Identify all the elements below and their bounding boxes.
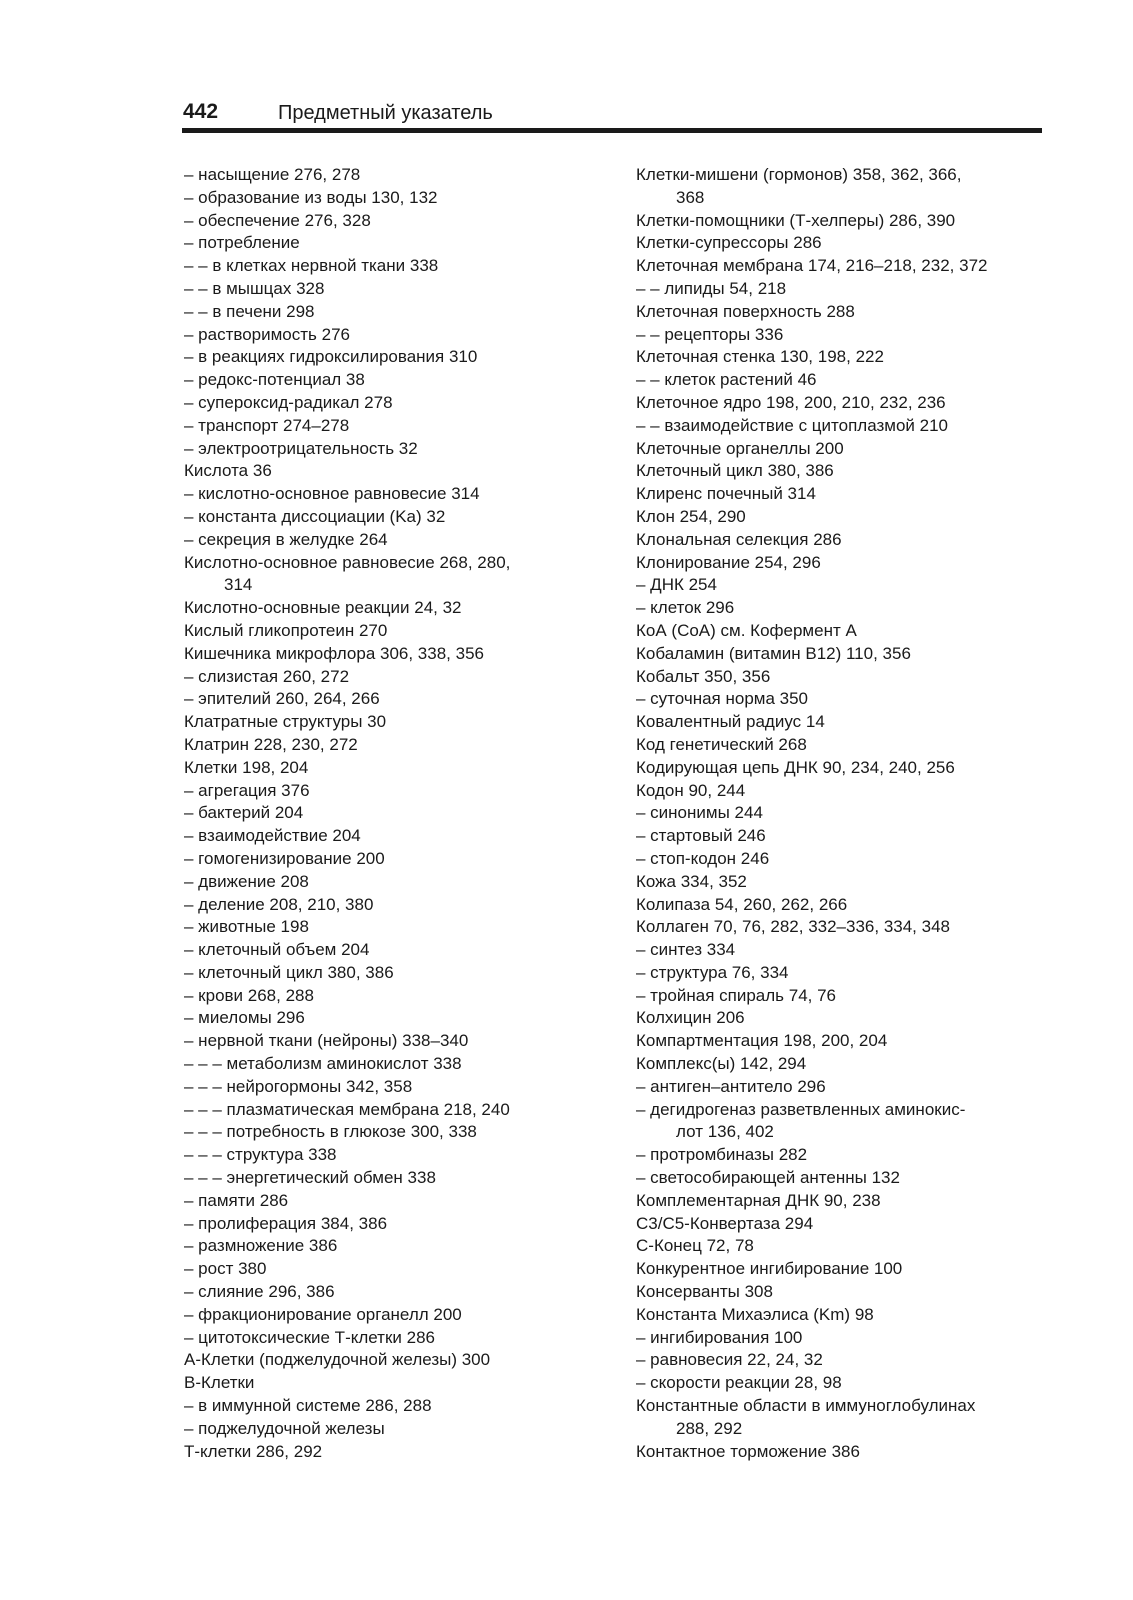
index-entry: – электроотрицательность 32 xyxy=(184,438,418,458)
index-entry: Кодон 90, 244 xyxy=(636,780,746,800)
index-entry: Константа Михаэлиса (Km) 98 xyxy=(636,1304,874,1324)
index-entry: – – взаимодействие с цитоплазмой 210 xyxy=(636,415,948,435)
index-entry: – светособирающей антенны 132 xyxy=(636,1168,900,1188)
index-entry: – бактерий 204 xyxy=(184,803,304,823)
index-entry: Клетки 198, 204 xyxy=(184,757,309,777)
index-entry: – дегидрогеназ разветвленных аминокис- xyxy=(636,1099,966,1119)
index-entry: – супероксид-радикал 278 xyxy=(184,392,393,412)
index-entry: Кожа 334, 352 xyxy=(636,871,747,891)
index-entry: – миеломы 296 xyxy=(184,1008,305,1028)
index-entry: – взаимодействие 204 xyxy=(184,826,361,846)
index-entry: – – – структура 338 xyxy=(184,1145,337,1165)
index-entry: – – – энергетический обмен 338 xyxy=(184,1168,436,1188)
index-entry: Кислотно-основные реакции 24, 32 xyxy=(184,598,462,618)
index-entry: Комплекс(ы) 142, 294 xyxy=(636,1054,807,1074)
index-entry: Колхицин 206 xyxy=(636,1008,745,1028)
index-entry: Конкурентное ингибирование 100 xyxy=(636,1259,903,1279)
index-entry: – агрегация 376 xyxy=(184,780,310,800)
index-entry: – обеспечение 276, 328 xyxy=(184,210,371,230)
index-entry: Клеточная стенка 130, 198, 222 xyxy=(636,347,884,367)
index-entry: – – – потребность в глюкозе 300, 338 xyxy=(184,1122,477,1142)
index-entry-continuation: лот 136, 402 xyxy=(676,1122,774,1142)
index-entry: – фракционирование органелл 200 xyxy=(184,1304,462,1324)
index-entry: С-Конец 72, 78 xyxy=(636,1236,754,1256)
index-column-right xyxy=(636,164,1056,1463)
index-entry: – животные 198 xyxy=(184,917,309,937)
index-entry: – – в печени 298 xyxy=(184,301,315,321)
index-entry: – в иммунной системе 286, 288 xyxy=(184,1396,432,1416)
index-entry: – синтез 334 xyxy=(636,940,736,960)
index-entry: Коллаген 70, 76, 282, 332–336, 334, 348 xyxy=(636,917,950,937)
index-entry: – – в клетках нервной ткани 338 xyxy=(184,256,439,276)
index-entry: – потребление xyxy=(184,233,300,253)
index-entry: – гомогенизирование 200 xyxy=(184,848,385,868)
index-entry: – ДНК 254 xyxy=(636,575,717,595)
index-column-left xyxy=(184,164,604,1463)
index-entry: – – – плазматическая мембрана 218, 240 xyxy=(184,1099,510,1119)
index-entry: – нервной ткани (нейроны) 338–340 xyxy=(184,1031,469,1051)
index-entry: – поджелудочной железы xyxy=(184,1418,385,1438)
index-entry: Клеточное ядро 198, 200, 210, 232, 236 xyxy=(636,392,946,412)
index-entry: Клетки-супрессоры 286 xyxy=(636,233,822,253)
index-entry: – в реакциях гидроксилирования 310 xyxy=(184,347,478,367)
index-entry-continuation: 288, 292 xyxy=(676,1418,743,1438)
index-entry: – деление 208, 210, 380 xyxy=(184,894,374,914)
index-entry: Кобальт 350, 356 xyxy=(636,666,771,686)
index-entry: – – в мышцах 328 xyxy=(184,278,325,298)
index-entry: – рост 380 xyxy=(184,1259,267,1279)
index-entry: Кобаламин (витамин B12) 110, 356 xyxy=(636,643,911,663)
index-entry: – слияние 296, 386 xyxy=(184,1282,335,1302)
index-entry: – константа диссоциации (Ka) 32 xyxy=(184,506,446,526)
index-entry: – движение 208 xyxy=(184,871,309,891)
index-entry: – транспорт 274–278 xyxy=(184,415,350,435)
index-entry: – размножение 386 xyxy=(184,1236,338,1256)
index-entry: Кишечника микрофлора 306, 338, 356 xyxy=(184,643,484,663)
index-entry: Консерванты 308 xyxy=(636,1282,773,1302)
index-entry: – насыщение 276, 278 xyxy=(184,165,361,184)
index-entry: – секреция в желудке 264 xyxy=(184,529,388,549)
index-entry: – – клеток растений 46 xyxy=(636,370,817,390)
index-entry: Кислый гликопротеин 270 xyxy=(184,620,388,640)
index-entry: Кислотно-основное равновесие 268, 280, xyxy=(184,552,511,572)
index-entry: – стартовый 246 xyxy=(636,826,766,846)
index-entry: Клатратные структуры 30 xyxy=(184,712,387,732)
index-entry: Клональная селекция 286 xyxy=(636,529,842,549)
index-entry: – тройная спираль 74, 76 xyxy=(636,985,837,1005)
index-entry: – – – нейрогормоны 342, 358 xyxy=(184,1076,413,1096)
index-entry: – – липиды 54, 218 xyxy=(636,278,787,298)
index-entry: – синонимы 244 xyxy=(636,803,763,823)
index-entry: – цитотоксические Т-клетки 286 xyxy=(184,1327,435,1347)
header-rule xyxy=(182,128,1042,133)
index-entry: – клеточный объем 204 xyxy=(184,940,370,960)
index-entry: – пролиферация 384, 386 xyxy=(184,1213,388,1233)
index-entry: – антиген–антитело 296 xyxy=(636,1076,826,1096)
index-entry: Клеточные органеллы 200 xyxy=(636,438,844,458)
index-entry: Т-клетки 286, 292 xyxy=(184,1441,323,1461)
index-entry: Колипаза 54, 260, 262, 266 xyxy=(636,894,848,914)
index-entry: Клеточная мембрана 174, 216–218, 232, 372 xyxy=(636,256,988,276)
index-entry: С3/С5-Конвертаза 294 xyxy=(636,1213,814,1233)
index-entry: Кодирующая цепь ДНК 90, 234, 240, 256 xyxy=(636,757,955,777)
index-entry: – крови 268, 288 xyxy=(184,985,314,1005)
index-entry: – эпителий 260, 264, 266 xyxy=(184,689,380,709)
index-entry: – стоп-кодон 246 xyxy=(636,848,770,868)
index-entry: А-Клетки (поджелудочной железы) 300 xyxy=(184,1350,491,1370)
index-entry: В-Клетки xyxy=(184,1373,255,1393)
index-entry: – протромбиназы 282 xyxy=(636,1145,808,1165)
index-entry: Клиренс почечный 314 xyxy=(636,484,816,504)
index-entry: – памяти 286 xyxy=(184,1190,289,1210)
index-entry: Клетки-помощники (Т-хелперы) 286, 390 xyxy=(636,210,956,230)
index-entry: Ковалентный радиус 14 xyxy=(636,712,825,732)
index-entry: – клеточный цикл 380, 386 xyxy=(184,962,394,982)
index-entry: Клеточный цикл 380, 386 xyxy=(636,461,834,481)
index-entry: – растворимость 276 xyxy=(184,324,350,344)
index-entry: – – – метаболизм аминокислот 338 xyxy=(184,1054,462,1074)
index-entry: – клеток 296 xyxy=(636,598,735,618)
index-entry: – – рецепторы 336 xyxy=(636,324,784,344)
index-entry: Клатрин 228, 230, 272 xyxy=(184,734,358,754)
index-entry: – ингибирования 100 xyxy=(636,1327,803,1347)
index-entry: Клонирование 254, 296 xyxy=(636,552,821,572)
index-entry-continuation: 314 xyxy=(224,575,253,595)
index-entry: – редокс-потенциал 38 xyxy=(184,370,365,390)
index-entry: – кислотно-основное равновесие 314 xyxy=(184,484,480,504)
index-entry: Константные области в иммуноглобулинах xyxy=(636,1396,976,1416)
index-entry: КоА (СоА) см. Кофермент А xyxy=(636,620,857,640)
index-entry: Контактное торможение 386 xyxy=(636,1441,860,1461)
index-entry: – суточная норма 350 xyxy=(636,689,809,709)
index-entry: – слизистая 260, 272 xyxy=(184,666,350,686)
index-entry-continuation: 368 xyxy=(676,187,705,207)
index-entry: Клетки-мишени (гормонов) 358, 362, 366, xyxy=(636,165,962,184)
index-entry: Клон 254, 290 xyxy=(636,506,746,526)
page-number: 442 xyxy=(183,100,219,123)
index-entry: – образование из воды 130, 132 xyxy=(184,187,438,207)
index-entry: Комплементарная ДНК 90, 238 xyxy=(636,1190,881,1210)
running-title: Предметный указатель xyxy=(278,102,493,124)
index-entry: – равновесия 22, 24, 32 xyxy=(636,1350,823,1370)
index-entry: Компартментация 198, 200, 204 xyxy=(636,1031,888,1051)
index-entry: – скорости реакции 28, 98 xyxy=(636,1373,842,1393)
index-entry: Код генетический 268 xyxy=(636,734,807,754)
index-entry: – структура 76, 334 xyxy=(636,962,789,982)
index-entry: Кислота 36 xyxy=(184,461,272,481)
index-entry: Клеточная поверхность 288 xyxy=(636,301,855,321)
